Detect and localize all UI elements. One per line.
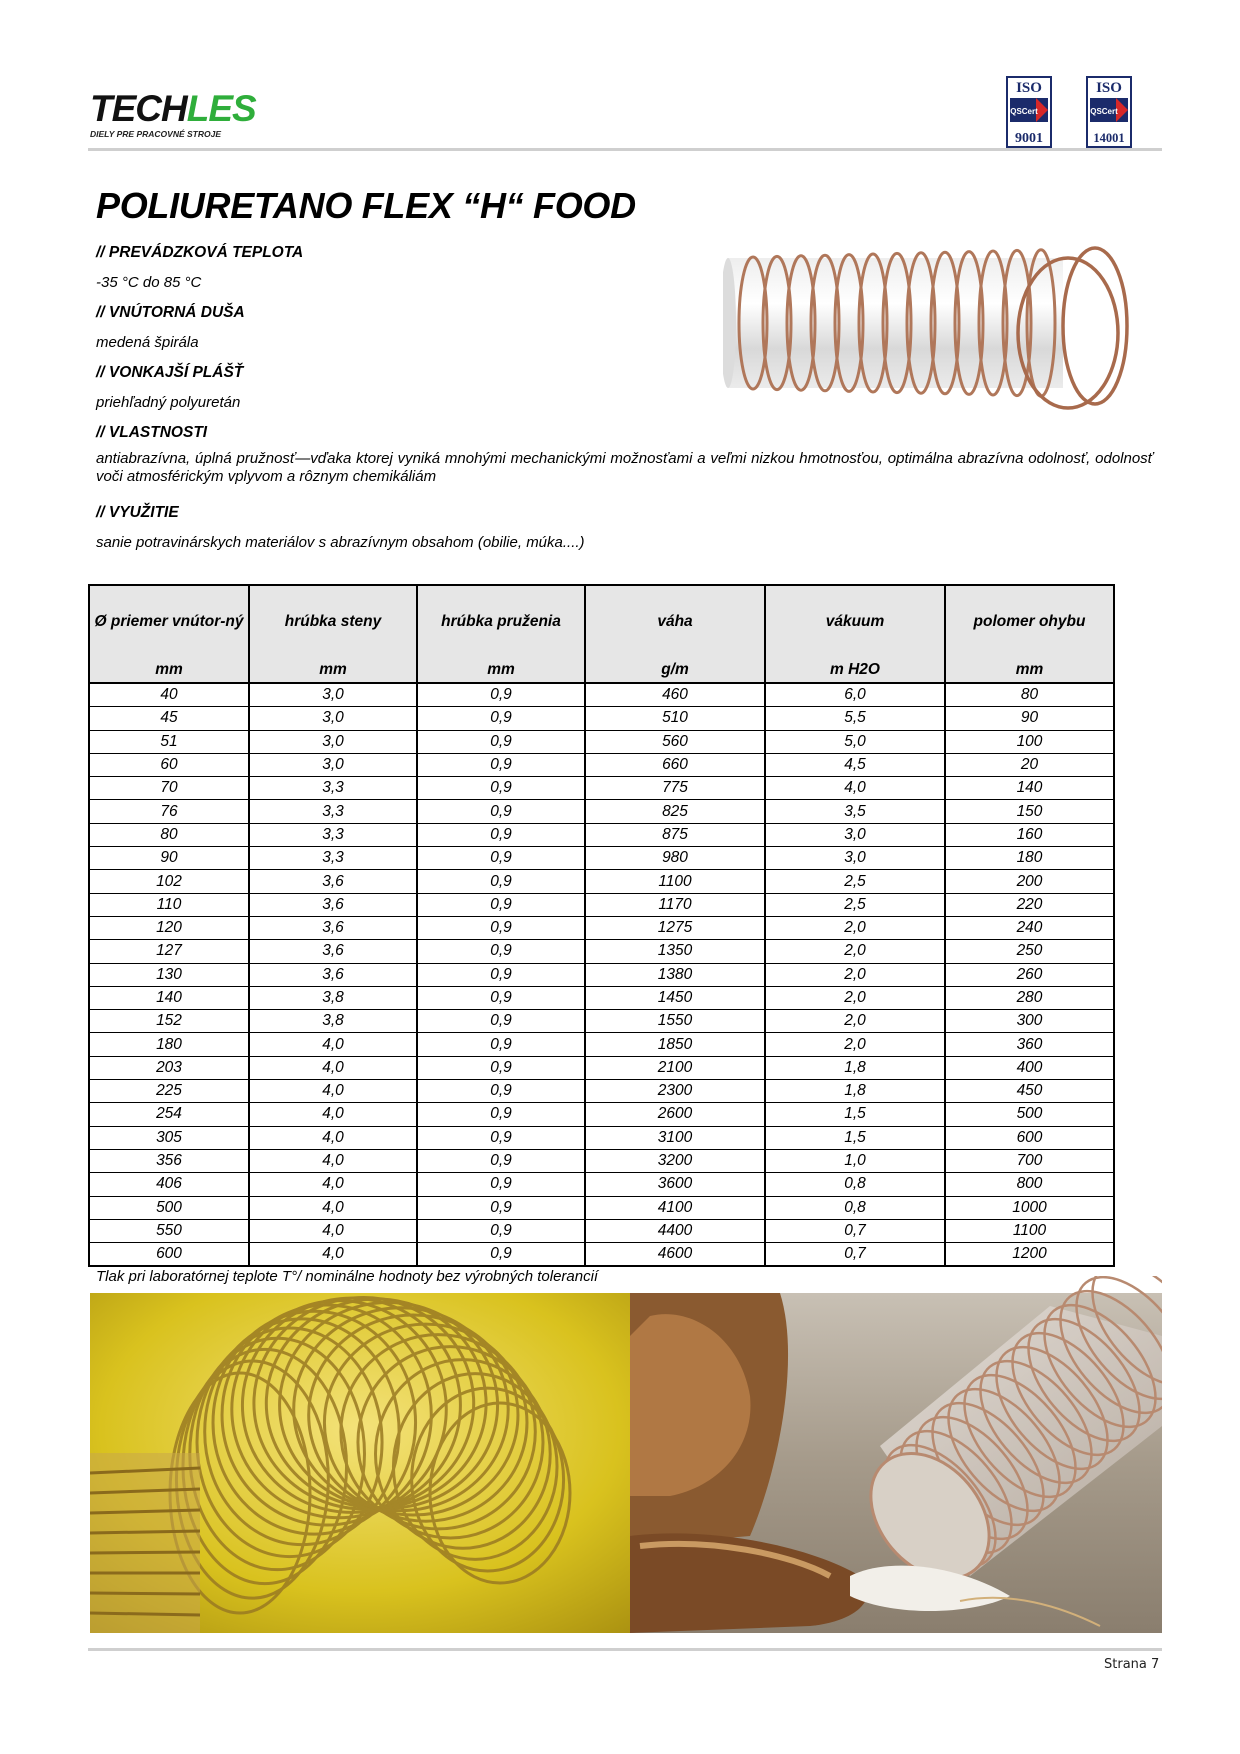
iso-9001-mid: QSCert [1010,107,1038,116]
table-cell: 280 [945,986,1114,1009]
table-cell: 250 [945,940,1114,963]
table-cell: 0,9 [417,683,585,707]
spec-label-inner-core: // VNÚTORNÁ DUŠA [96,304,245,321]
table-cell: 0,9 [417,847,585,870]
table-cell: 120 [89,916,249,939]
table-row [89,940,1114,963]
table-cell: 3600 [585,1173,765,1196]
table-cell: 20 [945,753,1114,776]
table-row [89,1033,1114,1056]
table-cell: 3,5 [765,800,945,823]
table-cell: 775 [585,777,765,800]
table-row [89,893,1114,916]
table-cell: 203 [89,1056,249,1079]
pressure-note: Tlak pri laboratórnej teplote T°/ nominálne hodnoty bez výrobných tolerancií [96,1268,599,1285]
table-cell: 3,6 [249,940,417,963]
spec-label-outer-jacket: // VONKAJŠÍ PLÁŠŤ [96,364,244,381]
table-cell: 127 [89,940,249,963]
table-cell: 70 [89,777,249,800]
table-cell: 0,9 [417,777,585,800]
table-cell: 3,6 [249,916,417,939]
table-cell: 2,0 [765,963,945,986]
iso-9001-bottom: 9001 [1015,131,1043,146]
table-cell: 40 [89,683,249,707]
table-cell: 3,6 [249,893,417,916]
table-cell: 4400 [585,1219,765,1242]
table-row [89,847,1114,870]
table-cell: 3,6 [249,870,417,893]
table-cell: 406 [89,1173,249,1196]
table-cell: 0,9 [417,1173,585,1196]
table-cell: 3100 [585,1126,765,1149]
table-cell: 45 [89,707,249,730]
table-cell: 3,0 [249,753,417,776]
table-row [89,1126,1114,1149]
table-cell: 4,0 [249,1126,417,1149]
table-cell: 0,7 [765,1243,945,1267]
footer-divider [88,1648,1162,1651]
table-cell: 356 [89,1149,249,1172]
table-cell: 3,3 [249,847,417,870]
table-cell: 510 [585,707,765,730]
spec-value-temperature: -35 °C do 85 °C [96,274,202,291]
table-row [89,1219,1114,1242]
table-cell: 0,9 [417,1080,585,1103]
spec-label-temperature: // PREVÁDZKOVÁ TEPLOTA [96,244,304,261]
table-cell: 0,7 [765,1219,945,1242]
spec-table-body [89,683,1114,1266]
table-cell: 4,0 [249,1219,417,1242]
table-cell: 0,9 [417,1033,585,1056]
table-cell: 1275 [585,916,765,939]
unit-vacuum: m H2O [765,656,945,683]
table-cell: 140 [89,986,249,1009]
table-cell: 240 [945,916,1114,939]
table-row [89,800,1114,823]
table-cell: 130 [89,963,249,986]
yellow-hose-photo [90,1293,630,1633]
unit-inner-diameter: mm [89,656,249,683]
table-cell: 1,8 [765,1056,945,1079]
iso-9001-top: ISO [1016,80,1042,96]
unit-bend-radius: mm [945,656,1114,683]
table-row [89,1103,1114,1126]
table-cell: 0,8 [765,1173,945,1196]
col-header-wall-thickness: hrúbka steny [249,585,417,656]
spec-value-properties: antiabrazívna, úplná pružnosť—vďaka ktorej vyniká mnohými mechanickými možnosťami a veľmi nizkou hmotnosťou, optimálna abrazívna odolnosť, odolnosť voči atmosférickým vplyvom a rôznym chemikáliám [96,450,1153,485]
table-cell: 0,9 [417,1056,585,1079]
table-cell: 4,0 [249,1033,417,1056]
table-cell: 4,0 [765,777,945,800]
table-cell: 4100 [585,1196,765,1219]
table-cell: 5,0 [765,730,945,753]
spec-label-properties: // VLASTNOSTI [96,424,208,441]
table-cell: 2100 [585,1056,765,1079]
table-cell: 875 [585,823,765,846]
table-cell: 76 [89,800,249,823]
table-cell: 3200 [585,1149,765,1172]
table-cell: 550 [89,1219,249,1242]
table-cell: 0,9 [417,753,585,776]
table-cell: 0,8 [765,1196,945,1219]
table-cell: 2,0 [765,1033,945,1056]
table-cell: 1100 [945,1219,1114,1242]
spec-table [88,584,1115,1267]
logo-text-tech: TECH [90,88,187,129]
iso-14001-top: ISO [1096,80,1122,96]
table-cell: 4,0 [249,1103,417,1126]
table-cell: 60 [89,753,249,776]
table-cell: 3,0 [765,847,945,870]
table-cell: 1550 [585,1010,765,1033]
table-row [89,1149,1114,1172]
table-cell: 260 [945,963,1114,986]
col-header-vacuum: vákuum [765,585,945,656]
table-cell: 180 [89,1033,249,1056]
table-cell: 51 [89,730,249,753]
table-cell: 90 [945,707,1114,730]
table-cell: 0,9 [417,940,585,963]
table-row [89,1010,1114,1033]
table-cell: 3,0 [249,730,417,753]
col-header-inner-diameter: Ø priemer vnútor-ný [89,585,249,656]
table-cell: 80 [945,683,1114,707]
table-cell: 160 [945,823,1114,846]
table-cell: 2,5 [765,893,945,916]
table-row [89,683,1114,707]
bread-flour-hose-photo [630,1276,1162,1633]
page-number: Strana 7 [1104,1657,1160,1672]
table-row [89,870,1114,893]
table-cell: 4,0 [249,1149,417,1172]
table-cell: 500 [89,1196,249,1219]
spec-value-inner-core: medená špirála [96,334,199,351]
table-cell: 980 [585,847,765,870]
table-cell: 0,9 [417,870,585,893]
table-cell: 2,0 [765,940,945,963]
table-row [89,753,1114,776]
table-cell: 0,9 [417,963,585,986]
table-cell: 0,9 [417,730,585,753]
table-cell: 2,5 [765,870,945,893]
table-cell: 90 [89,847,249,870]
table-cell: 450 [945,1080,1114,1103]
table-cell: 0,9 [417,893,585,916]
logo-text-les: LES [186,88,256,129]
techles-logo [90,90,290,138]
table-cell: 0,9 [417,1219,585,1242]
logo-tagline: DIELY PRE PRACOVNÉ STROJE [90,129,221,139]
table-row [89,707,1114,730]
hose-product-image [723,238,1133,414]
table-cell: 0,9 [417,1243,585,1267]
table-cell: 3,3 [249,823,417,846]
table-cell: 1,5 [765,1126,945,1149]
table-cell: 2,0 [765,1010,945,1033]
table-cell: 4,0 [249,1196,417,1219]
spec-value-usage: sanie potravinárskych materiálov s abrazívnym obsahom (obilie, múka....) [96,534,585,551]
table-cell: 150 [945,800,1114,823]
table-row [89,963,1114,986]
table-cell: 4,0 [249,1243,417,1267]
table-cell: 1350 [585,940,765,963]
table-cell: 1,8 [765,1080,945,1103]
table-row [89,1080,1114,1103]
table-cell: 200 [945,870,1114,893]
table-row [89,986,1114,1009]
table-cell: 500 [945,1103,1114,1126]
table-cell: 80 [89,823,249,846]
table-cell: 180 [945,847,1114,870]
table-cell: 5,5 [765,707,945,730]
table-row [89,916,1114,939]
table-cell: 600 [89,1243,249,1267]
table-cell: 4600 [585,1243,765,1267]
table-cell: 825 [585,800,765,823]
table-cell: 0,9 [417,800,585,823]
table-row [89,777,1114,800]
table-cell: 800 [945,1173,1114,1196]
table-cell: 0,9 [417,707,585,730]
iso-14001-badge [1086,76,1132,148]
table-cell: 560 [585,730,765,753]
table-cell: 225 [89,1080,249,1103]
table-row [89,1196,1114,1219]
table-cell: 400 [945,1056,1114,1079]
table-row [89,730,1114,753]
table-cell: 3,8 [249,986,417,1009]
table-cell: 0,9 [417,1149,585,1172]
table-cell: 3,0 [249,707,417,730]
table-row [89,1056,1114,1079]
spec-label-usage: // VYUŽITIE [96,504,179,521]
table-cell: 4,5 [765,753,945,776]
table-cell: 0,9 [417,1196,585,1219]
iso-9001-badge [1006,76,1052,148]
table-cell: 660 [585,753,765,776]
table-cell: 1100 [585,870,765,893]
table-cell: 2,0 [765,916,945,939]
col-header-spring-thickness: hrúbka pruženia [417,585,585,656]
iso-14001-mid: QSCert [1090,107,1118,116]
table-cell: 4,0 [249,1056,417,1079]
table-cell: 2600 [585,1103,765,1126]
table-cell: 152 [89,1010,249,1033]
table-cell: 2300 [585,1080,765,1103]
table-cell: 110 [89,893,249,916]
table-cell: 3,6 [249,963,417,986]
table-cell: 0,9 [417,1010,585,1033]
table-cell: 0,9 [417,916,585,939]
table-cell: 0,9 [417,1103,585,1126]
table-cell: 6,0 [765,683,945,707]
table-cell: 3,0 [765,823,945,846]
unit-spring-thickness: mm [417,656,585,683]
table-cell: 1000 [945,1196,1114,1219]
table-cell: 254 [89,1103,249,1126]
iso-14001-bottom: 14001 [1093,131,1125,145]
table-cell: 3,0 [249,683,417,707]
table-cell: 1170 [585,893,765,916]
table-cell: 4,0 [249,1080,417,1103]
table-cell: 360 [945,1033,1114,1056]
table-cell: 305 [89,1126,249,1149]
table-cell: 0,9 [417,823,585,846]
col-header-weight: váha [585,585,765,656]
table-cell: 1,0 [765,1149,945,1172]
table-row [89,1243,1114,1267]
table-cell: 140 [945,777,1114,800]
col-header-bend-radius: polomer ohybu [945,585,1114,656]
table-row [89,823,1114,846]
table-cell: 3,3 [249,777,417,800]
table-cell: 1200 [945,1243,1114,1267]
table-cell: 1450 [585,986,765,1009]
table-cell: 1380 [585,963,765,986]
table-cell: 0,9 [417,1126,585,1149]
product-title: POLIURETANO FLEX “H“ FOOD [96,185,636,226]
table-cell: 460 [585,683,765,707]
table-cell: 1,5 [765,1103,945,1126]
table-cell: 102 [89,870,249,893]
header-divider [88,148,1162,151]
table-cell: 1850 [585,1033,765,1056]
table-cell: 3,3 [249,800,417,823]
table-cell: 600 [945,1126,1114,1149]
table-cell: 4,0 [249,1173,417,1196]
table-cell: 220 [945,893,1114,916]
table-cell: 3,8 [249,1010,417,1033]
unit-weight: g/m [585,656,765,683]
table-cell: 100 [945,730,1114,753]
table-cell: 0,9 [417,986,585,1009]
spec-value-outer-jacket: priehľadný polyuretán [96,394,241,411]
table-cell: 300 [945,1010,1114,1033]
table-row [89,1173,1114,1196]
table-cell: 700 [945,1149,1114,1172]
table-cell: 2,0 [765,986,945,1009]
unit-wall-thickness: mm [249,656,417,683]
